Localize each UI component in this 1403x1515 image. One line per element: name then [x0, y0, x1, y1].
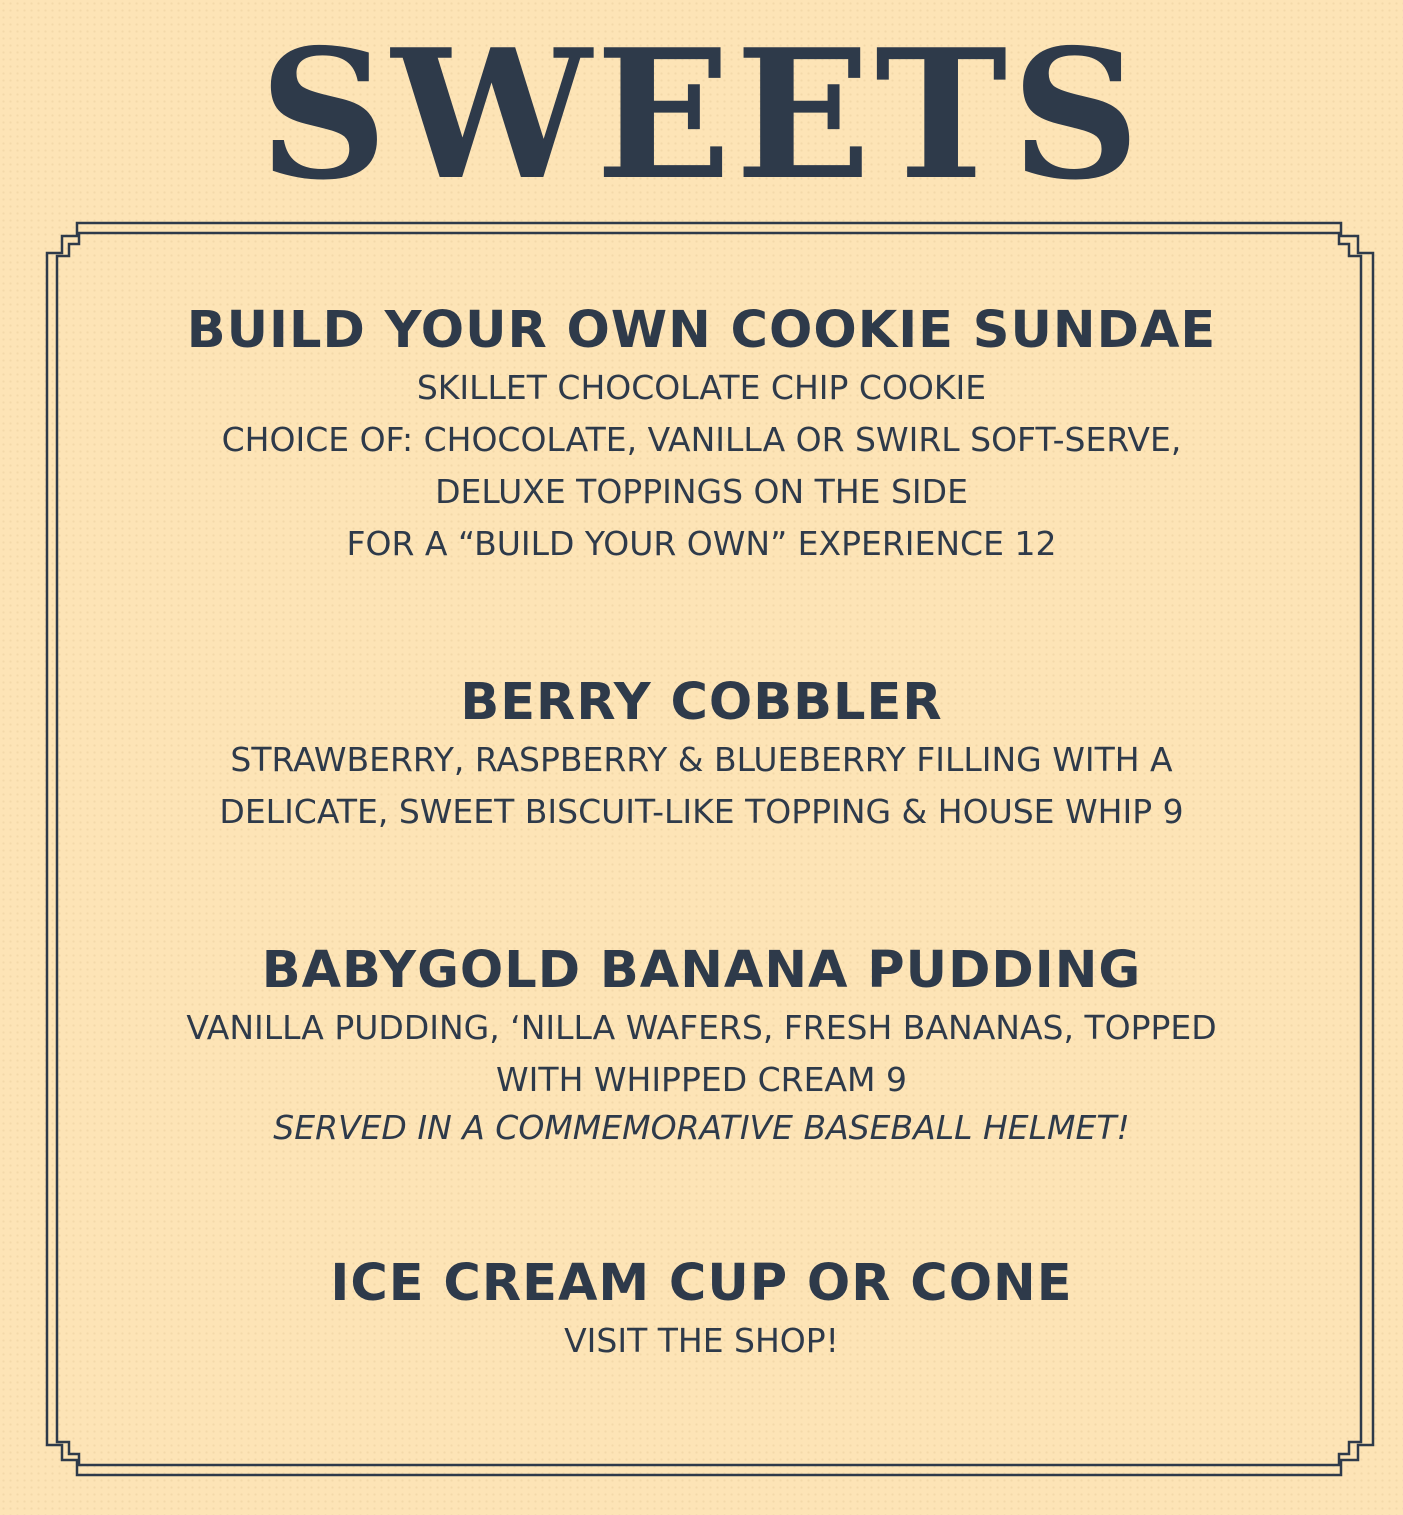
- item-description-line: FOR A “BUILD YOUR OWN” EXPERIENCE 12: [346, 524, 1057, 563]
- item-name: BABYGOLD BANANA PUDDING: [261, 941, 1142, 1000]
- item-description-line: STRAWBERRY, RASPBERRY & BLUEBERRY FILLING WITH A: [230, 740, 1173, 779]
- menu-item-berry-cobbler: [60, 672, 1343, 838]
- menu-item-ice-cream: [60, 1253, 1343, 1367]
- page-title: SWEETS: [259, 10, 1144, 219]
- item-description-line: SKILLET CHOCOLATE CHIP COOKIE: [416, 368, 987, 407]
- menu-item-banana-pudding: [60, 940, 1343, 1150]
- item-name: BUILD YOUR OWN COOKIE SUNDAE: [186, 301, 1217, 360]
- item-note: SERVED IN A COMMEMORATIVE BASEBALL HELMET!: [273, 1108, 1130, 1147]
- item-name: BERRY COBBLER: [460, 673, 943, 732]
- item-description-line: VISIT THE SHOP!: [564, 1321, 839, 1360]
- menu-item-cookie-sundae: [60, 300, 1343, 570]
- item-description-line: CHOICE OF: CHOCOLATE, VANILLA OR SWIRL SOFT-SERVE,: [221, 420, 1182, 459]
- item-description-line: DELICATE, SWEET BISCUIT-LIKE TOPPING & HOUSE WHIP 9: [219, 792, 1184, 831]
- item-description-line: WITH WHIPPED CREAM 9: [496, 1060, 907, 1099]
- item-name: ICE CREAM CUP OR CONE: [330, 1254, 1073, 1313]
- item-description-line: VANILLA PUDDING, ‘NILLA WAFERS, FRESH BANANAS, TOPPED: [186, 1008, 1217, 1047]
- item-description-line: DELUXE TOPPINGS ON THE SIDE: [435, 472, 968, 511]
